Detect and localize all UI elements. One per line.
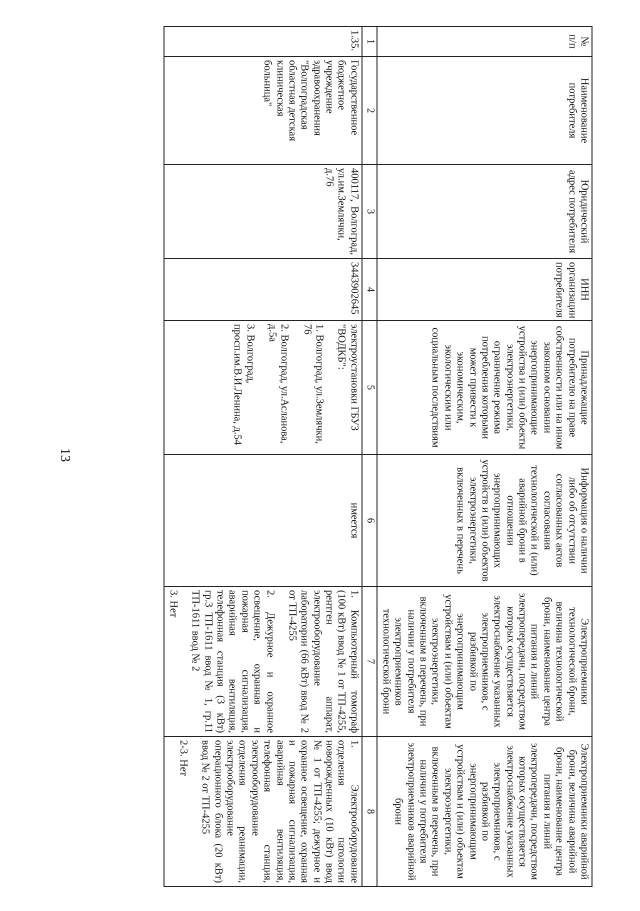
column-number: 1 xyxy=(362,26,377,56)
column-number: 6 xyxy=(362,454,377,586)
header-emergency-reserve: Электроприемники аварийной брони, величина аварийной брони, наименование центра питания и линий электропередачи, посредством которых осуществляется электроснабжение указанных электроприемников, с разбивкой по энергопринимающим устройствам и (или) объектам электроэнергетики, включенным в перечень, при наличии у потребителя электроприемников аварийной брони xyxy=(377,736,592,886)
rotated-document xyxy=(48,26,593,886)
tech-reserve-item: 2. Дежурное и охранное освещение, охранная и пожарная сигнализация, аварийная вентиляция, телефонная станция (3 кВт) гр.3 ТП-1611 ввод № 1, гр.11 ТП-1611 ввод № 2 xyxy=(189,589,276,733)
consumer-name: Государственное бюджетное учреждение здравоохранения "Волгоградская областная детская клиническая больница" xyxy=(164,56,362,164)
column-number: 7 xyxy=(362,586,377,736)
objects-line: 3. Волгоград, просп.им.В.И.Ленина, д.54 xyxy=(231,323,256,445)
tech-reserve-item: 3. Нет xyxy=(167,589,179,617)
acts-status: имеется xyxy=(164,454,362,586)
column-number-row xyxy=(362,26,377,886)
consumer-objects xyxy=(164,320,362,454)
header-objects: Принадлежащие потребителю на праве собственности или на ином законном основании энергопринимающие устройства и (или) объекты электроэнергетики, ограничение режима потребления которыми может привести к экономическим, экологическим или социальным последствиям xyxy=(377,320,592,454)
row-number: 1.35. xyxy=(164,26,362,56)
objects-line: 1. Волгоград, ул.Землячки, 76 xyxy=(301,323,325,444)
column-number: 8 xyxy=(362,736,377,886)
emergency-reserve-cell xyxy=(164,736,362,886)
tech-reserve-cell xyxy=(164,586,362,736)
page-number: 13 xyxy=(57,448,72,462)
header-name: Наименование потребителя xyxy=(377,56,592,164)
emergency-reserve-item: 2-3. Нет xyxy=(177,739,189,776)
header-inn: ИНН организации потребителя xyxy=(377,258,592,320)
tech-reserve-item: 1. Компьютерный томограф (100 кВт) ввод № 1 от ТП-4255, рентген аппарат, электрооборудование лаборатории (66 кВт) ввод № 2 от ТП-4255 xyxy=(286,589,360,733)
column-number: 5 xyxy=(362,320,377,454)
consumer-inn: 3443902645 xyxy=(164,258,362,320)
header-tech-reserve: Электроприемники технологической брони, величина технологической брони, наименование центра питания и линий электропередачи, посредством которых осуществляется электроснабжение указанных электроприемников, с разбивкой по энергопринимающим устройствам и (или) объектам электроэнергетики, включенным в перечень, при наличии у потребителя электроприемников технологической брони xyxy=(377,586,592,736)
objects-line: 2. Волгоград, ул.Асланова, д.5а xyxy=(266,323,290,443)
emergency-reserve-item: 1. Электрооборудование отделения патологии новорожденных (10 кВт) ввод № 1 от ТП-4255; дежурное и охранное освещение, охранная и пожарная сигнализация, аварийная вентиляция, телефонная станция, электрооборудование отделения реанимации, электрооборудование операционного блока (20 кВт) ввод № 2 от ТП-4255 xyxy=(199,739,360,883)
column-number: 4 xyxy=(362,258,377,320)
header-acts: Информация о наличии либо об отсутствии согласованных актов согласования технологической и (или) аварийной брони в отношении энергопринимающих устройств и (или) объектов электроэнергетики, включенных в перечень xyxy=(377,454,592,586)
header-row xyxy=(377,26,592,886)
header-address: Юридический адрес потребителя xyxy=(377,164,592,258)
consumers-table xyxy=(163,26,592,887)
objects-line: электроустановки ГБУЗ "ВОДКБ": xyxy=(335,323,360,431)
table-row xyxy=(164,26,362,886)
column-number: 3 xyxy=(362,164,377,258)
column-number: 2 xyxy=(362,56,377,164)
consumer-address: 400117, Волгоград, ул.им.Землячки, д.76 xyxy=(164,164,362,258)
header-num: № п/п xyxy=(377,26,592,56)
